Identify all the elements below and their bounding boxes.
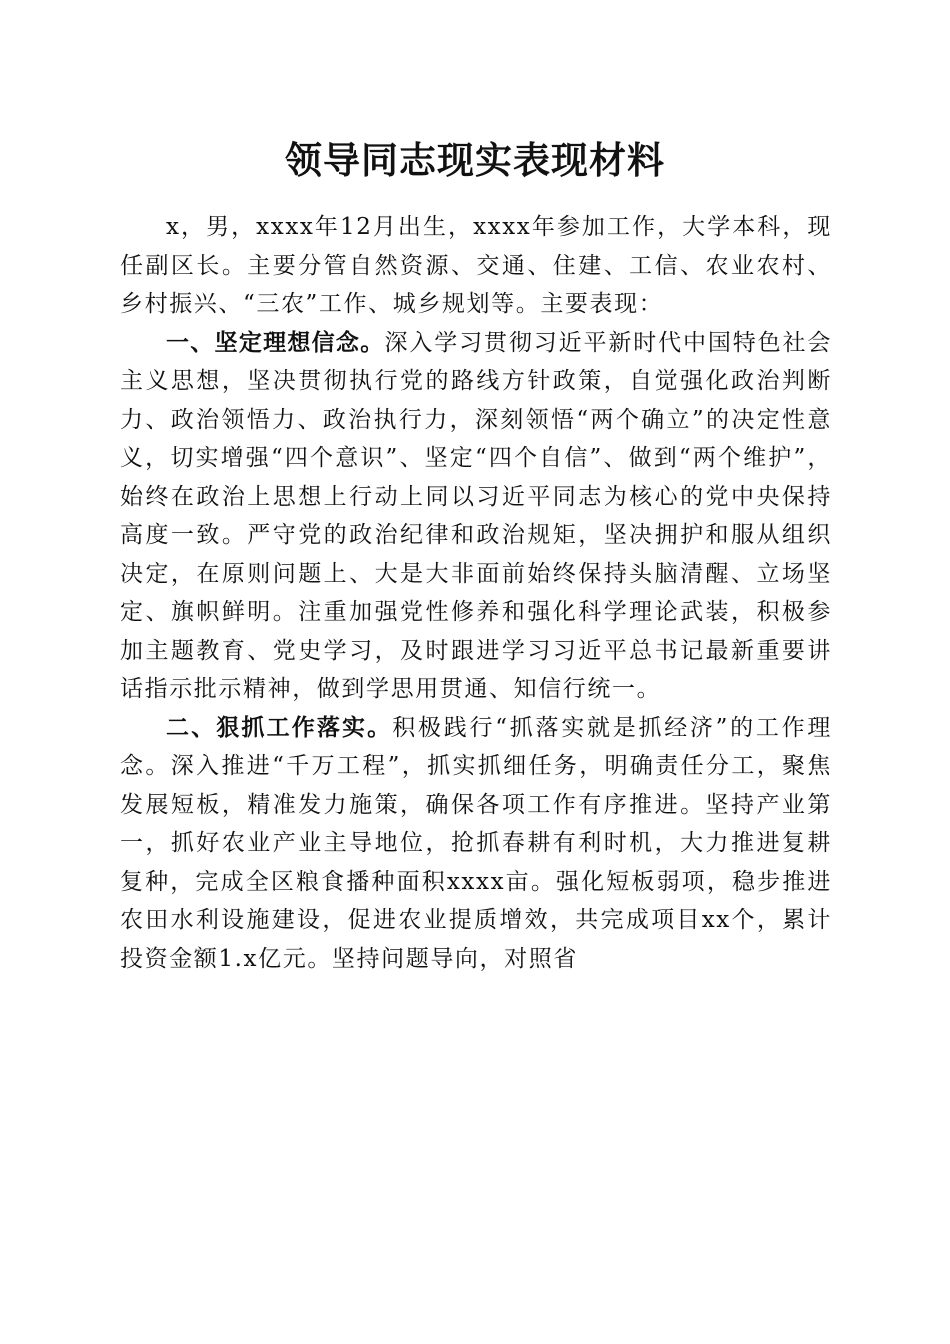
document-body [120, 208, 832, 978]
section-heading-1: 一、坚定理想信念。 [166, 329, 385, 356]
intro-paragraph: x，男，xxxx年12月出生，xxxx年参加工作，大学本科，现任副区长。主要分管自然资源、交通、住建、工信、农业农村、乡村振兴、“三农”工作、城乡规划等。主要表现： [120, 214, 832, 317]
document-title: 领导同志现实表现材料 [285, 138, 665, 182]
section-text-1: 深入学习贯彻习近平新时代中国特色社会主义思想，坚决贯彻执行党的路线方针政策，自觉强化政治判断力、政治领悟力、政治执行力，深刻领悟“两个确立”的决定性意义，切实增强“四个意识”、坚定“四个自信”、做到“两个维护”，始终在政治上思想上行动上同以习近平同志为核心的党中央保持高度一致。严守党的政治纪律和政治规矩，坚决拥护和服从组织决定，在原则问题上、大是大非面前始终保持头脑清醒、立场坚定、旗帜鲜明。注重加强党性修养和强化科学理论武装，积极参加主题教育、党史学习，及时跟进学习习近平总书记最新重要讲话指示批示精神，做到学思用贯通、知信行统一。 [120, 329, 832, 702]
section-paragraph-1 [120, 324, 832, 709]
section-heading-2: 二、狠抓工作落实。 [166, 714, 393, 741]
section-paragraph-2 [120, 709, 832, 979]
section-text-2: 积极践行“抓落实就是抓经济”的工作理念。深入推进“千万工程”，抓实抓细任务，明确责任分工，聚焦发展短板，精准发力施策，确保各项工作有序推进。坚持产业第一，抓好农业产业主导地位，抢抓春耕有利时机，大力推进复耕复种，完成全区粮食播种面积xxxx亩。强化短板弱项，稳步推进农田水利设施建设，促进农业提质增效，共完成项目xx个，累计投资金额1.x亿元。坚持问题导向，对照省 [120, 714, 832, 972]
